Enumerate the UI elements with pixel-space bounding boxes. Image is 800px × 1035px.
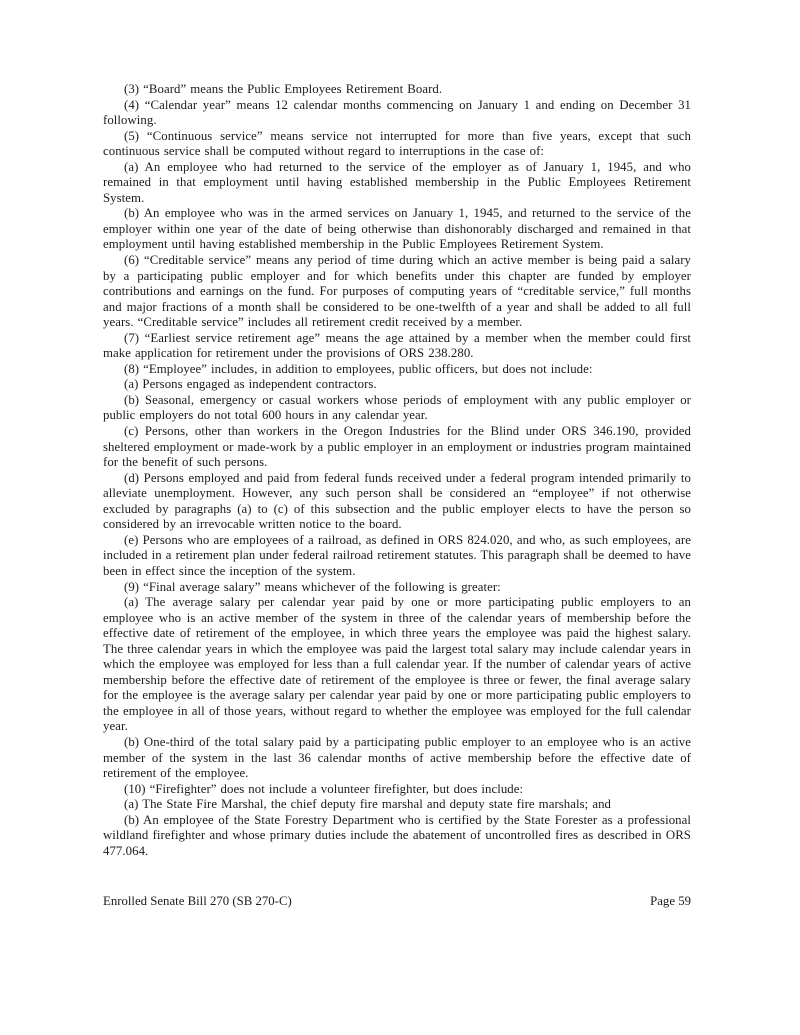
- paragraph-subsection-8c: (c) Persons, other than workers in the Oregon Industries for the Blind under ORS 346.190, provided sheltered employment or made-work by a public employer in an employment or industries program maintained for the benefit of such persons.: [103, 424, 691, 470]
- paragraph-subsection-10b: (b) An employee of the State Forestry Department who is certified by the State Forester as a professional wildland firefighter and whose primary duties include the abatement of uncontrolled fires as described in ORS 477.064.: [103, 812, 691, 858]
- paragraph-subsection-5: (5) “Continuous service” means service not interrupted for more than five years, except that such continuous service shall be computed without regard to interruptions in the case of:: [103, 128, 691, 159]
- paragraph-subsection-8b: (b) Seasonal, emergency or casual workers whose periods of employment with any public employer or public employers do not total 600 hours in any calendar year.: [103, 392, 691, 423]
- page-footer: [103, 893, 691, 909]
- paragraph-subsection-5a: (a) An employee who had returned to the service of the employer as of January 1, 1945, and who remained in that employment until having established membership in the Public Employees Retirement System.: [103, 159, 691, 205]
- paragraph-subsection-4: (4) “Calendar year” means 12 calendar months commencing on January 1 and ending on December 31 following.: [103, 97, 691, 128]
- paragraph-subsection-9: (9) “Final average salary” means whichever of the following is greater:: [124, 579, 501, 594]
- paragraph-subsection-7: (7) “Earliest service retirement age” means the age attained by a member when the member could first make application for retirement under the provisions of ORS 238.280.: [103, 330, 691, 361]
- paragraph-subsection-8a: (a) Persons engaged as independent contractors.: [124, 377, 377, 392]
- bill-text-body: [103, 82, 691, 859]
- paragraph-subsection-10: (10) “Firefighter” does not include a volunteer firefighter, but does include:: [124, 781, 524, 796]
- paragraph-subsection-8d: (d) Persons employed and paid from federal funds received under a federal program intended primarily to alleviate unemployment. However, any such person shall be considered an “employee” if not otherwise excluded by paragraphs (a) to (c) of this subsection and the public employer elects to have the person so considered by an irrevocable written notice to the board.: [103, 470, 691, 532]
- paragraph-subsection-3: (3) “Board” means the Public Employees Retirement Board.: [124, 82, 443, 96]
- paragraph-subsection-8: (8) “Employee” includes, in addition to employees, public officers, but does not include:: [124, 361, 593, 376]
- paragraph-subsection-9a: (a) The average salary per calendar year paid by one or more participating public employers to an employee who is an active member of the system in three of the calendar years of membership before the effective date of retirement of the employee, in which three years the employee was paid the highest salary. The three calendar years in which the employee was paid the largest total salary may include calendar years in which the employee was employed for less than a full calendar year. If the number of calendar years of active membership before the effective date of retirement of the employee is three or fewer, the final average salary for the employee is the average salary per calendar year paid by one or more participating public employers to the employee in all of those years, without regard to whether the employee was employed for the full calendar year.: [103, 595, 691, 734]
- paragraph-subsection-6: (6) “Creditable service” means any period of time during which an active member is being paid a salary by a participating public employer and for which benefits under this chapter are funded by employer contributions and earnings on the fund. For purposes of computing years of “creditable service,” full months and major fractions of a month shall be considered to be one-twelfth of a year and shall be added to all full years. “Creditable service” includes all retirement credit received by a member.: [103, 253, 691, 330]
- footer-bill-title: Enrolled Senate Bill 270 (SB 270-C): [103, 894, 292, 908]
- paragraph-subsection-10a: (a) The State Fire Marshal, the chief deputy fire marshal and deputy state fire marshals; and: [124, 797, 612, 812]
- footer-page-number: Page 59: [650, 894, 691, 908]
- paragraph-subsection-8e: (e) Persons who are employees of a railroad, as defined in ORS 824.020, and who, as such employees, are included in a retirement plan under federal railroad retirement statutes. This paragraph shall be deemed to have been in effect since the inception of the system.: [103, 532, 691, 578]
- paragraph-subsection-5b: (b) An employee who was in the armed services on January 1, 1945, and returned to the service of the employer within one year of the date of being otherwise than dishonorably discharged and remained in that employment until having established membership in the Public Employees Retirement System.: [103, 206, 691, 252]
- paragraph-subsection-9b: (b) One-third of the total salary paid by a participating public employer to an employee who is an active member of the system in the last 36 calendar months of active membership before the effective date of retirement of the employee.: [103, 734, 691, 781]
